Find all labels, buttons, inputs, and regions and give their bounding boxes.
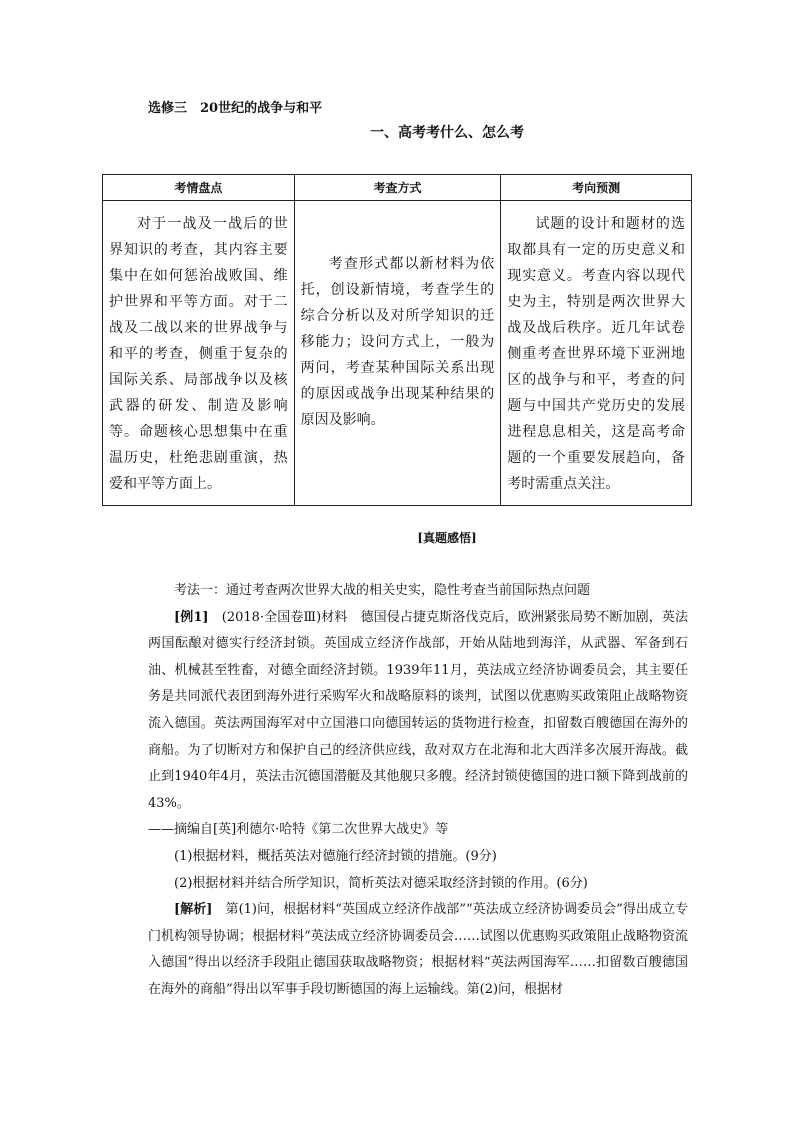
analysis-paragraph: [148, 897, 688, 1003]
analysis-tag: [解析]: [174, 902, 213, 918]
page-header: 选修三 20世纪的战争与和平: [148, 101, 323, 116]
cell-text: 试题的设计和题材的选取都具有一定的历史意义和现实意义。考查内容以现代史为主，特别是两次世界大战及战后秩序。近几年试卷侧重考查世界环境下亚洲地区的战争与和平，考查的问题与中国共产党历史的发展进程息息相关，这是高考命题的一个重要发展趋向，备考时需重点关注。: [507, 216, 685, 492]
body-text: [148, 578, 688, 1004]
source-line: ——摘编自[英]利德尔·哈特《第二次世界大战史》等: [148, 822, 449, 838]
question-1: (1)根据材料，概括英法对德施行经济封锁的措施。(9分): [174, 848, 497, 864]
table-cell: [103, 201, 295, 506]
header-cell: 考向预测: [501, 175, 692, 201]
cell-text: 考查形式都以新材料为依托，创设新情境，考查学生的综合分析以及对所学知识的迁移能力；设问方式上，一般为两问，考查某种国际关系出现的原因或战争出现某种结果的原因及影响。: [300, 256, 495, 428]
cell-text: 对于一战及一战后的世界知识的考查，其内容主要集中在如何惩治战败国、维护世界和平等方面。对于二战及二战以来的世界战争与和平的考查，侧重于复杂的国际关系、局部战争以及核武器的研发、制造及影响等。命题核心思想集中在重温历史，杜绝悲剧重演，热爱和平等方面上。: [109, 216, 288, 492]
exam-analysis-table: [102, 174, 692, 506]
section-title: 一、高考考什么、怎么考: [370, 125, 524, 141]
example-paragraph: [148, 605, 688, 818]
table-cell: [501, 201, 692, 506]
header-cell: 考查方式: [294, 175, 501, 201]
question-2: (2)根据材料并结合所学知识，简析英法对德采取经济封锁的作用。(6分): [174, 875, 588, 891]
table-cell: [294, 201, 501, 506]
table-row: [103, 201, 692, 506]
table-header-row: [103, 175, 692, 201]
example-tag: [例1]: [174, 609, 209, 625]
method-line: 考法一：通过考查两次世界大战的相关史实，隐性考查当前国际热点问题: [174, 583, 591, 598]
subsection-heading: [真题感悟]: [417, 531, 477, 545]
example-text: (2018·全国卷Ⅲ)材料 德国侵占捷克斯洛伐克后，欧洲紧张局势不断加剧，英法两国酝酿对德实行经济封锁。英国成立经济作战部，开始从陆地到海洋，从武器、军备到石油、机械甚至牲畜，对德全面经济封锁。1939年11月，英法成立经济协调委员会，其主要任务是共同派代表团到海外进行采购军火和战略原料的谈判，试图以优惠购买政策阻止战略物资流入德国。英法两国海军对中立国港口向德国转运的货物进行检查，扣留数百艘德国在海外的商船。为了切断对方和保护自己的经济供应线，敌对双方在北海和北大西洋多次展开海战。截止到1940年4月，英法击沉德国潜艇及其他舰只多艘。经济封锁使德国的进口额下降到战前的43%。: [148, 609, 688, 811]
header-cell: 考情盘点: [103, 175, 295, 201]
analysis-text: 第(1)问，根据材料“英国成立经济作战部”“英法成立经济协调委员会”得出成立专门机构领导协调；根据材料“英法成立经济协调委员会……试图以优惠购买政策阻止战略物资流入德国”得出以经济手段阻止德国获取战略物资；根据材料“英法两国海军……扣留数百艘德国在海外的商船”得出以军事手段切断德国的海上运输线。第(2)问，根据材: [148, 902, 688, 997]
